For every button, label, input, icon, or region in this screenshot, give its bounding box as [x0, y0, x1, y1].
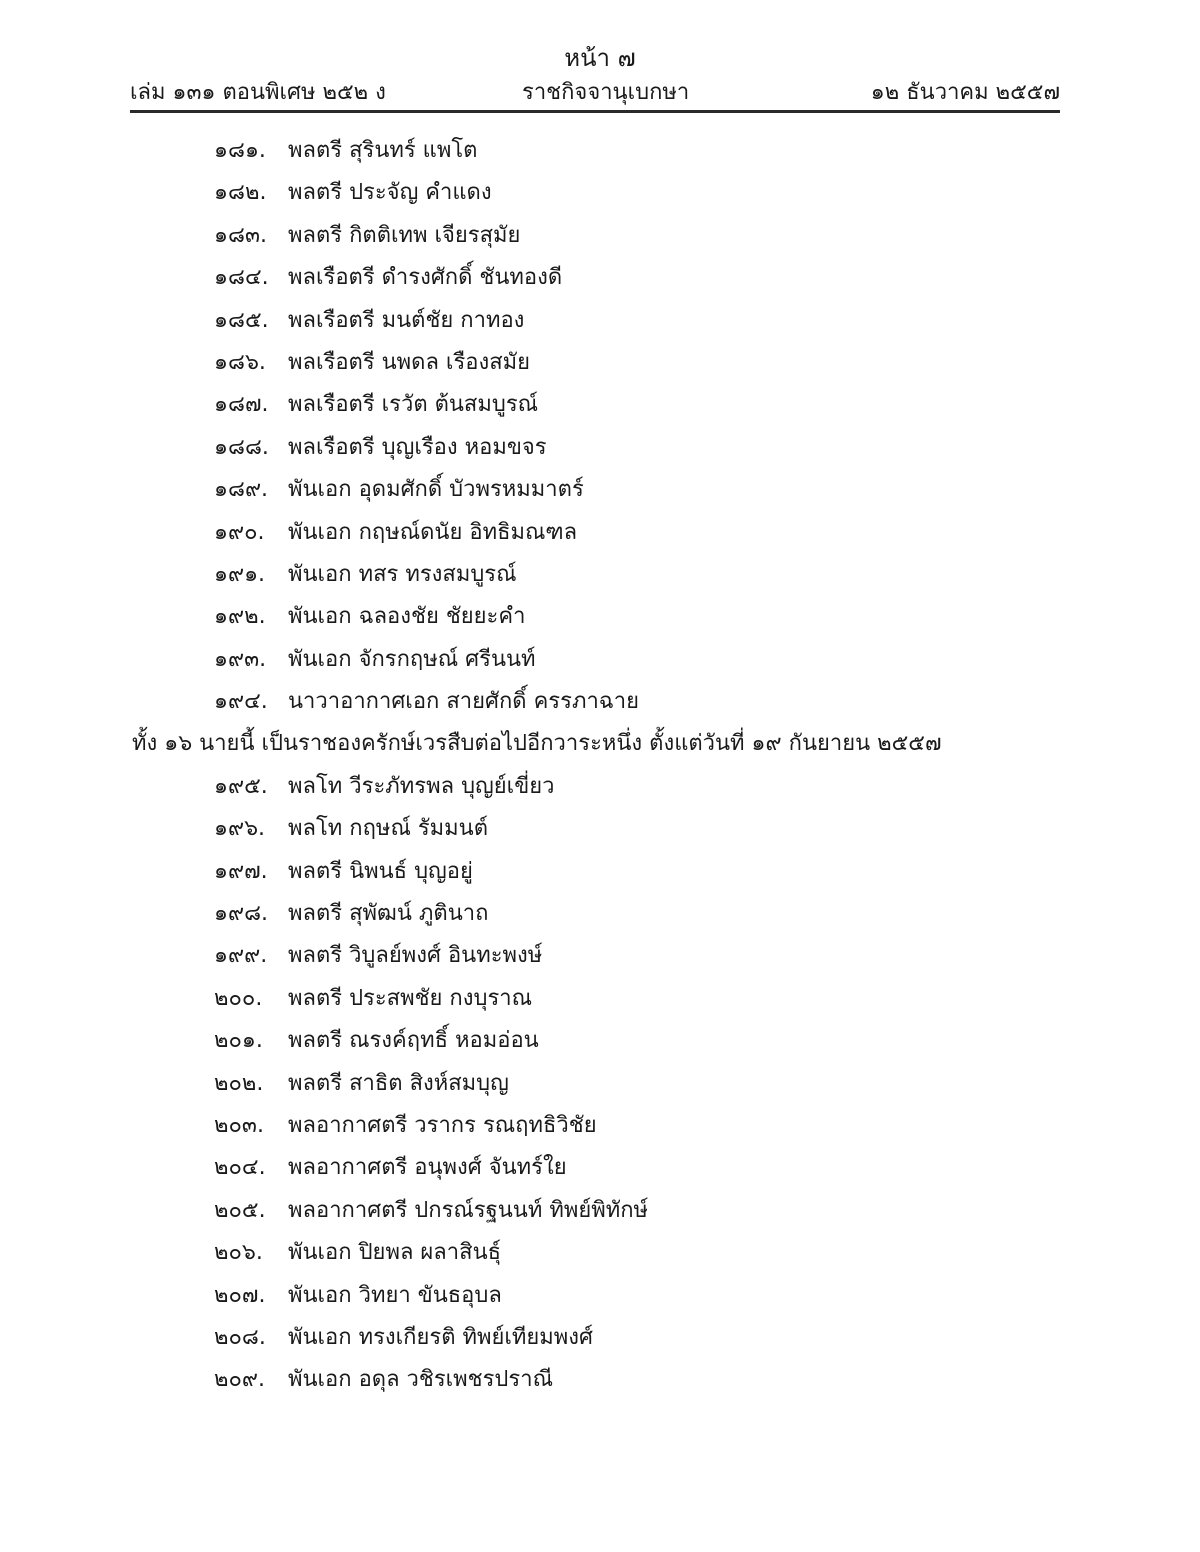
item-number: ๑๙๐. [214, 519, 265, 545]
person-name: พลโท วีระภัทรพล บุญย์เขี่ยว [288, 773, 555, 799]
person-name: พลเรือตรี ดำรงศักดิ์ ชันทองดี [288, 265, 563, 291]
list-item [0, 766, 1200, 808]
list-item [0, 1105, 1200, 1147]
list-item [0, 935, 1200, 977]
person-name: พลเรือตรี นพดล เรืองสมัย [288, 349, 531, 375]
person-name: พันเอก ปิยพล ผลาสินธุ์ [288, 1240, 502, 1266]
list-item [0, 1147, 1200, 1189]
person-name: พลตรี ประจัญ คำแดง [288, 180, 492, 206]
item-number: ๑๘๒. [214, 180, 267, 206]
group-note [0, 723, 1200, 765]
item-number: ๑๙๔. [214, 689, 268, 715]
list-item [0, 851, 1200, 893]
note-text: ทั้ง ๑๖ นายนี้ เป็นราชองครักษ์เวรสืบต่อไปอีกวาระหนึ่ง ตั้งแต่วันที่ ๑๙ กันยายน ๒๕๕๗ [132, 731, 942, 757]
appointment-list [0, 130, 1200, 1402]
list-item [0, 172, 1200, 214]
person-name: พันเอก ทสร ทรงสมบูรณ์ [288, 561, 517, 587]
person-name: พันเอก วิทยา ขันธอุบล [288, 1282, 502, 1308]
item-number: ๑๙๙. [214, 943, 268, 969]
list-item [0, 1317, 1200, 1359]
item-number: ๑๙๒. [214, 604, 266, 630]
gazette-header [130, 74, 1060, 106]
item-number: ๒๐๓. [214, 1112, 264, 1138]
list-item [0, 681, 1200, 723]
item-number: ๑๘๑. [214, 138, 266, 163]
item-number: ๑๘๘. [214, 434, 269, 460]
person-name: พลตรี สุพัฒน์ ภูตินาถ [288, 901, 489, 927]
item-number: ๒๐๖. [214, 1240, 263, 1266]
list-item [0, 1190, 1200, 1232]
item-number: ๑๘๕. [214, 307, 269, 333]
item-number: ๒๐๕. [214, 1197, 266, 1223]
person-name: พลตรี วิบูลย์พงศ์ อินทะพงษ์ [288, 943, 543, 969]
list-item [0, 1359, 1200, 1401]
list-item [0, 215, 1200, 257]
volume-info: เล่ม ๑๓๑ ตอนพิเศษ ๒๕๒ ง [130, 80, 386, 105]
person-name: พลเรือตรี บุญเรือง หอมขจร [288, 434, 547, 460]
item-number: ๒๐๑. [214, 1028, 263, 1054]
person-name: พลตรี สุรินทร์ แพโต [288, 138, 478, 163]
person-name: พลตรี กิตติเทพ เจียรสุมัย [288, 222, 521, 248]
person-name: พันเอก ทรงเกียรติ ทิพย์เทียมพงศ์ [288, 1324, 593, 1350]
item-number: ๑๙๗. [214, 858, 268, 884]
list-item [0, 512, 1200, 554]
publication-title: ราชกิจจานุเบกษา [522, 80, 690, 105]
person-name: พลอากาศตรี วรากร รณฤทธิวิชัย [288, 1112, 597, 1138]
list-item [0, 342, 1200, 384]
item-number: ๑๘๔. [214, 265, 269, 291]
list-item [0, 808, 1200, 850]
person-name: พลเรือตรี มนต์ชัย กาทอง [288, 307, 525, 333]
person-name: พลเรือตรี เรวัต ต้นสมบูรณ์ [288, 392, 539, 418]
item-number: ๑๘๗. [214, 392, 269, 418]
person-name: พลตรี ณรงค์ฤทธิ์ หอมอ่อน [288, 1028, 539, 1054]
item-number: ๑๙๘. [214, 901, 269, 927]
list-item [0, 596, 1200, 638]
list-item [0, 427, 1200, 469]
list-item [0, 893, 1200, 935]
person-name: พลโท กฤษณ์ รัมมนต์ [288, 816, 488, 842]
item-number: ๒๐๘. [214, 1324, 266, 1350]
header-divider [130, 110, 1060, 113]
item-number: ๒๐๒. [214, 1070, 264, 1096]
item-number: ๑๘๖. [214, 349, 266, 375]
person-name: พันเอก อดุล วชิรเพชรปราณี [288, 1367, 553, 1393]
list-item [0, 384, 1200, 426]
item-number: ๒๐๗. [214, 1282, 266, 1308]
item-number: ๑๙๓. [214, 646, 267, 672]
page-number: หน้า ๗ [564, 44, 636, 72]
person-name: นาวาอากาศเอก สายศักดิ์ ครรภาฉาย [288, 689, 640, 715]
list-item [0, 1063, 1200, 1105]
item-number: ๑๘๓. [214, 222, 267, 248]
item-number: ๑๙๕. [214, 773, 268, 799]
item-number: ๒๐๙. [214, 1367, 266, 1393]
person-name: พลตรี สาธิต สิงห์สมบุญ [288, 1070, 509, 1096]
person-name: พลอากาศตรี อนุพงศ์ จันทร์ใย [288, 1155, 567, 1181]
list-item [0, 300, 1200, 342]
list-item [0, 639, 1200, 681]
person-name: พันเอก อุดมศักดิ์ บัวพรหมมาตร์ [288, 477, 584, 503]
list-item [0, 554, 1200, 596]
person-name: พลตรี นิพนธ์ บุญอยู่ [288, 858, 473, 884]
person-name: พันเอก จักรกฤษณ์ ศรีนนท์ [288, 646, 536, 672]
list-item [0, 257, 1200, 299]
list-item [0, 130, 1200, 172]
person-name: พันเอก ฉลองชัย ชัยยะคำ [288, 604, 526, 630]
publication-date: ๑๒ ธันวาคม ๒๕๕๗ [870, 80, 1060, 105]
item-number: ๒๐๔. [214, 1155, 266, 1181]
list-item [0, 978, 1200, 1020]
item-number: ๒๐๐. [214, 985, 263, 1011]
person-name: พลตรี ประสพชัย กงบุราณ [288, 985, 533, 1011]
person-name: พันเอก กฤษณ์ดนัย อิทธิมณฑล [288, 519, 578, 545]
list-item [0, 1275, 1200, 1317]
item-number: ๑๙๖. [214, 816, 266, 842]
list-item [0, 469, 1200, 511]
item-number: ๑๘๙. [214, 477, 269, 503]
item-number: ๑๙๑. [214, 561, 266, 587]
list-item [0, 1020, 1200, 1062]
person-name: พลอากาศตรี ปกรณ์รฐนนท์ ทิพย์พิทักษ์ [288, 1197, 649, 1223]
list-item [0, 1232, 1200, 1274]
